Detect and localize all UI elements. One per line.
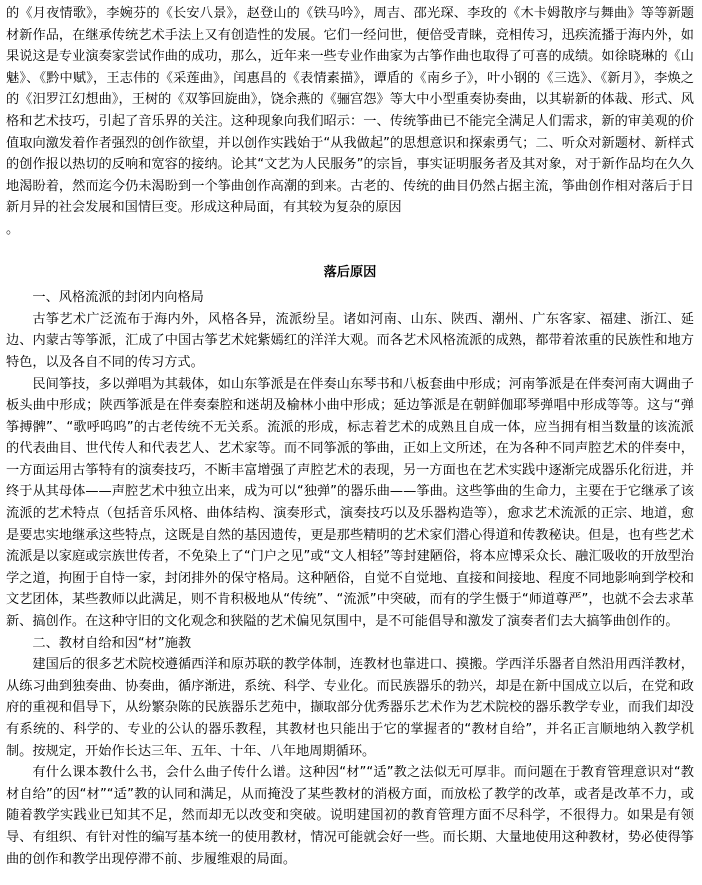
trailing-period: 。 <box>6 221 20 237</box>
body-paragraph-3: 建国后的很多艺术院校遵循西洋和原苏联的教学体制，连教材也靠进口、摸搬。学西洋乐器者自然沿用西洋教材，从练习曲到独奏曲、协奏曲，循序渐进，系统、科学、专业化。而民族器乐的勃兴，却是在新中国成立以后，在党和政府的重视和倡导下，从纷繁杂陈的民族器乐艺苑中，撷取部分优秀器乐艺术作为艺术院校的器乐教学专业，而我们却没有系统的、科学的、专业的公认的器乐教程，其教材也只能出于它的掌握者的“教材自给”，并名正言顺地纳入教学机制。按规定，开始作长达三年、五年、十年、八年地周期循环。 <box>6 657 694 759</box>
section-title: 落后原因 <box>323 264 377 280</box>
body-paragraph-2: 民间筝技，多以弹唱为其载体，如山东筝派是在伴奏山东琴书和八板套曲中形成；河南筝派是在伴奏河南大调曲子板头曲中形成；陕西筝派是在伴奏秦腔和迷胡及榆林小曲中形成；延边筝派是在朝鲜伽耶琴弹唱中形成等等。这与“弹筝搏髀”、“歌呼呜呜”的古老传统不无关系。流派的形成，标志着艺术的成熟且自成一体，应当拥有相当数量的该流派的代表曲目、世代传人和代表艺人、艺术家等。而不同筝派的筝曲，正如上文所述，在为各种不同声腔艺术的伴奏中，一方面运用古筝特有的演奏技巧，不断丰富增强了声腔艺术的表现，另一方面也在艺术实践中逐渐完成器乐化衍进，并终于从其母体——声腔艺术中独立出来，成为可以“独弹”的器乐曲——筝曲。这些筝曲的生命力，主要在于它继承了该流派的艺术特点（包括音乐风格、曲体结构、演奏形式，演奏技巧以及乐器构造等），愈求艺术流派的正宗、地道，愈是要忠实地继承这些特点，这既是自然的基因遗传，更是那些精明的艺术家们潜心得道和传教秘诀。但是，也有些艺术流派是以家庭或宗族世传者，不免染上了“门户之见”或“文人相轻”等封建陋俗，将本应博采众长、融汇吸收的开放型治学之道，拘囿于自恃一家，封闭排外的保守格局。这种陋俗，自觉不自觉地、直接和间接地、程度不同地影响到学校和文艺团体，某些教师以此满足，则不肯积极地从“传统”、“流派”中突破，而有的学生慑于“师道尊严”，也就不会去求革新、搞创作。在这种守旧的文化观念和狭隘的艺术偏见氛围中，是不可能倡导和激发了演奏者们去大搞筝曲创作的。 <box>6 376 694 630</box>
body-paragraph-4: 有什么课本教什么书，会什么曲子传什么谱。这种因“材”“适”教之法似无可厚非。而问题在于教育管理意识对“教材自给”的因“材”“适”教的认同和满足，从而掩没了某些教材的消极方面，而放松了教学的改革，或者是改革不力，或随着教学实践业已知其不足，然而却无以改变和突破。说明建国初的教育管理方面不尽科学，不很得力。如果是有领导、有组织、有针对性的编写基本统一的使用教材，情况可能就会好一些。而长期、大量地使用这种教材，势必使得筝曲的创作和教学出现停滞不前、步履维艰的局面。 <box>6 765 694 867</box>
intro-paragraph: 的《月夜情歌》，李婉芬的《长安八景》，赵登山的《铁马吟》，周吉、邵光琛、李玫的《木卡姆散序与舞曲》等等新题材新作品，在继承传统艺术手法上又有创造性的发展。它们一经问世，便倍受青睐，竞相传习，迅疾流播于海内外，如果说这是专业演奏家尝试作曲的成功，那么，近年来一些专业作曲家为古筝作曲也取得了可喜的成绩。如徐晓琳的《山魅》、《黔中赋》，王志伟的《采莲曲》，闰惠昌的《表情素描》，谭盾的《南乡子》，叶小钢的《三选》、《新月》，李焕之的《汨罗江幻想曲》，王树的《双筝回旋曲》，饶余燕的《骊宫怨》等大中小型重奏协奏曲，以其崭新的体裁、形式、风格和艺术技巧，引起了音乐界的关注。这种现象向我们昭示：一、传统筝曲已不能完全满足人们需求，新的审美观的价值取向激发着作者强烈的创作欲望，并以创作实践始于“从我做起”的思想意识和探索勇气；二、听众对新题材、新样式的创作报以热切的反响和宽容的接纳。论其“文艺为人民服务”的宗旨，事实证明服务者及其对象，对于新作品均在久久地渴盼着，然而迄今仍未渴盼到一个筝曲创作高潮的到来。古老的、传统的曲目仍然占据主流，筝曲创作相对落后于日新月异的社会发展和国情巨变。形成这种局面，有其较为复杂的原因 <box>6 6 694 216</box>
subsection-heading-1: 一、风格流派的封闭内向格局 <box>32 290 204 306</box>
subsection-heading-2: 二、教材自给和因“材”施教 <box>32 635 192 651</box>
body-paragraph-1: 古筝艺术广泛流布于海内外，风格各异，流派纷呈。诸如河南、山东、陕西、潮州、广东客家、福建、浙江、延边、内蒙古等筝派，汇成了中国古筝艺术姹紫嫣红的洋洋大观。而各艺术风格流派的成熟，都带着浓重的民族性和地方特色，以及各自不同的传习方式。 <box>6 311 694 370</box>
